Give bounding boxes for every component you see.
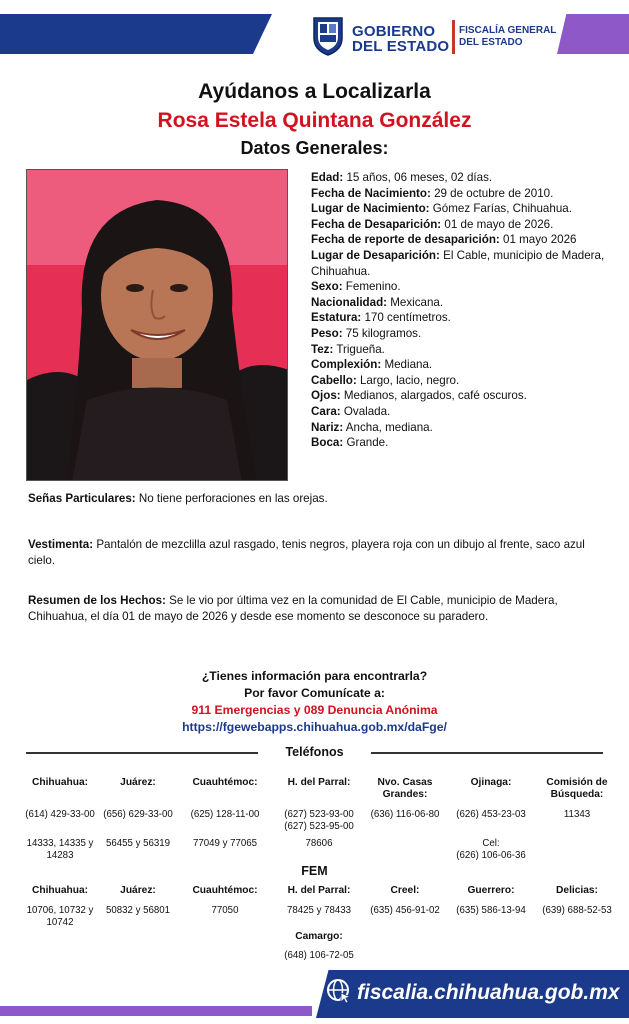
fact-label: Sexo: <box>311 280 343 294</box>
contact-question: ¿Tienes información para encontrarla? <box>201 669 428 683</box>
fiscalia-line-1: FISCALÍA GENERAL <box>459 25 557 36</box>
fem-region-header: Cuauhtémoc: <box>192 885 258 896</box>
phone-region-header: Cuauhtémoc: <box>192 777 258 788</box>
gobierno-line-1: GOBIERNO <box>352 23 436 40</box>
portrait-illustration <box>27 170 288 481</box>
fem-camargo-header: Camargo: <box>295 931 343 942</box>
fem-extension: (635) 456-91-02 <box>370 905 440 916</box>
fact-row <box>311 201 611 217</box>
distinguishing-marks-label: Señas Particulares: <box>28 492 136 505</box>
fact-row <box>311 435 611 451</box>
phone-extension: 56455 y 56319 <box>105 838 171 849</box>
phone-extension: 77049 y 77065 <box>192 838 258 849</box>
phone-region-header: Ojinaga: <box>470 777 512 788</box>
general-data-list <box>311 170 611 451</box>
fact-label: Fecha de reporte de desaparición: <box>311 233 500 247</box>
phone-number: 11343 <box>563 809 591 820</box>
fact-label: Nacionalidad: <box>311 295 388 309</box>
fact-row <box>311 373 611 389</box>
fact-label: Fecha de Desaparición: <box>311 217 442 231</box>
phone-number: (656) 629-33-00 <box>103 809 173 820</box>
fact-value: Trigueña. <box>333 342 385 356</box>
missing-person-photo <box>26 169 288 481</box>
phone-region-header: Juárez: <box>120 777 156 788</box>
fact-value: 01 mayo 2026 <box>499 233 577 247</box>
phone-region-header: Nvo. Casas Grandes: <box>377 777 433 800</box>
fem-region-header: Juárez: <box>120 885 156 896</box>
appeal-title: Ayúdanos a Localizarla <box>198 80 431 103</box>
distinguishing-marks <box>28 491 602 507</box>
fact-value: 01 de mayo de 2026. <box>441 217 554 231</box>
telefonos-heading: Teléfonos <box>285 745 344 759</box>
fact-row <box>311 232 611 248</box>
website-link[interactable]: fiscalia.chihuahua.gob.mx <box>357 981 620 1004</box>
fact-value: 15 años, 06 meses, 02 días. <box>343 171 493 184</box>
fact-row <box>311 310 611 326</box>
fact-value: Mexicana. <box>387 295 444 309</box>
fiscalia-logo-text <box>459 25 556 49</box>
fact-row <box>311 404 611 420</box>
fact-label: Ojos: <box>311 389 341 403</box>
distinguishing-marks-value: No tiene perforaciones en las orejas. <box>135 492 328 505</box>
phone-number: (626) 453-23-03 <box>456 809 526 820</box>
phone-extension: 78606 <box>305 838 333 849</box>
fact-label: Tez: <box>311 342 334 356</box>
fact-value: Grande. <box>343 436 389 450</box>
fem-camargo-number: (648) 106-72-05 <box>284 950 354 961</box>
fact-label: Fecha de Nacimiento: <box>311 186 431 200</box>
events-summary <box>28 593 602 624</box>
fem-region-header: H. del Parral: <box>287 885 351 896</box>
fiscalia-line-2: DEL ESTADO <box>459 37 523 48</box>
clothing-label: Vestimenta: <box>28 538 94 551</box>
header-band-left <box>0 14 272 54</box>
fact-row <box>311 217 611 233</box>
header-band-right <box>557 14 629 54</box>
fem-region-header: Delicias: <box>556 885 598 896</box>
phone-extension: 14333, 14335 y 14283 <box>26 838 94 861</box>
fact-row <box>311 420 611 436</box>
fact-label: Boca: <box>311 436 344 450</box>
fact-label: Peso: <box>311 326 343 340</box>
fact-value: 170 centímetros. <box>361 311 451 325</box>
fact-value: 29 de octubre de 2010. <box>430 186 554 200</box>
fem-heading: FEM <box>301 864 328 878</box>
fact-value: Ancha, mediana. <box>343 420 433 434</box>
emergency-numbers: 911 Emergencias y 089 Denuncia Anónima <box>191 703 438 717</box>
state-shield-icon <box>312 16 344 56</box>
fem-extension: 50832 y 56801 <box>105 905 171 916</box>
fact-value: Ovalada. <box>340 404 391 418</box>
fact-label: Estatura: <box>311 311 362 325</box>
fem-extension: 77050 <box>211 905 239 916</box>
phone-region-header: H. del Parral: <box>287 777 351 788</box>
fem-region-header: Creel: <box>390 885 420 896</box>
fact-value: Mediana. <box>381 358 433 372</box>
clothing-value: Pantalón de mezclilla azul rasgado, tenis negros, playera roja con un dibujo al frente, saco azul cielo. <box>28 538 585 567</box>
fem-extension: (635) 586-13-94 <box>456 905 526 916</box>
fact-row <box>311 295 611 311</box>
fem-region-header: Guerrero: <box>467 885 515 896</box>
fact-value: Femenino. <box>342 280 401 294</box>
fact-label: Complexión: <box>311 358 382 372</box>
phone-number: (627) 523-93-00 (627) 523-95-00 <box>284 809 354 832</box>
fact-value: El Cable, municipio de Madera, Chihuahua. <box>311 248 605 278</box>
fem-extension: 10706, 10732 y 10742 <box>26 905 94 928</box>
fact-value: Medianos, alargados, café oscuros. <box>340 389 527 403</box>
fact-row <box>311 170 611 186</box>
general-data-heading: Datos Generales: <box>240 138 389 158</box>
footer-band <box>0 1006 312 1016</box>
gobierno-logo-text <box>352 24 449 54</box>
phone-extension: Cel: (626) 106-06-36 <box>456 838 526 861</box>
phone-number: (614) 429-33-00 <box>25 809 95 820</box>
fact-row <box>311 279 611 295</box>
fact-row <box>311 357 611 373</box>
fact-label: Lugar de Nacimiento: <box>311 202 430 216</box>
fact-row <box>311 326 611 342</box>
events-summary-label: Resumen de los Hechos: <box>28 594 166 607</box>
fact-row <box>311 342 611 358</box>
phone-region-header: Chihuahua: <box>31 777 89 788</box>
contact-block <box>0 668 629 736</box>
events-summary-value: Se le vio por última vez en la comunidad de El Cable, municipio de Madera, Chihuahua, el día 01 de mayo de 2026 y desde ese momento se desconoce su paradero. <box>28 594 558 623</box>
fact-value: Largo, lacio, negro. <box>356 373 460 387</box>
fact-row <box>311 248 611 279</box>
clothing-description <box>28 537 602 568</box>
fact-label: Nariz: <box>311 420 344 434</box>
globe-cursor-icon <box>326 978 352 1004</box>
missing-person-name: Rosa Estela Quintana González <box>157 109 472 132</box>
report-url-link[interactable]: https://fgewebapps.chihuahua.gob.mx/daFge/ <box>182 720 447 734</box>
fact-row <box>311 186 611 202</box>
fact-label: Cabello: <box>311 373 357 387</box>
phone-region-header: Comisión de Búsqueda: <box>546 777 608 800</box>
fem-extension: 78425 y 78433 <box>286 905 352 916</box>
gobierno-line-2: DEL ESTADO <box>352 38 450 55</box>
fact-value: Gómez Farías, Chihuahua. <box>429 202 572 216</box>
fem-region-header: Chihuahua: <box>31 885 89 896</box>
fact-label: Edad: <box>311 171 344 184</box>
phone-number: (636) 116-06-80 <box>370 809 440 820</box>
fact-row <box>311 388 611 404</box>
fact-value: 75 kilogramos. <box>342 326 422 340</box>
phone-number: (625) 128-11-00 <box>190 809 260 820</box>
contact-call: Por favor Comunícate a: <box>244 686 385 700</box>
fem-extension: (639) 688-52-53 <box>542 905 612 916</box>
logo-divider <box>452 20 455 54</box>
fact-label: Lugar de Desaparición: <box>311 248 440 262</box>
fact-label: Cara: <box>311 404 341 418</box>
